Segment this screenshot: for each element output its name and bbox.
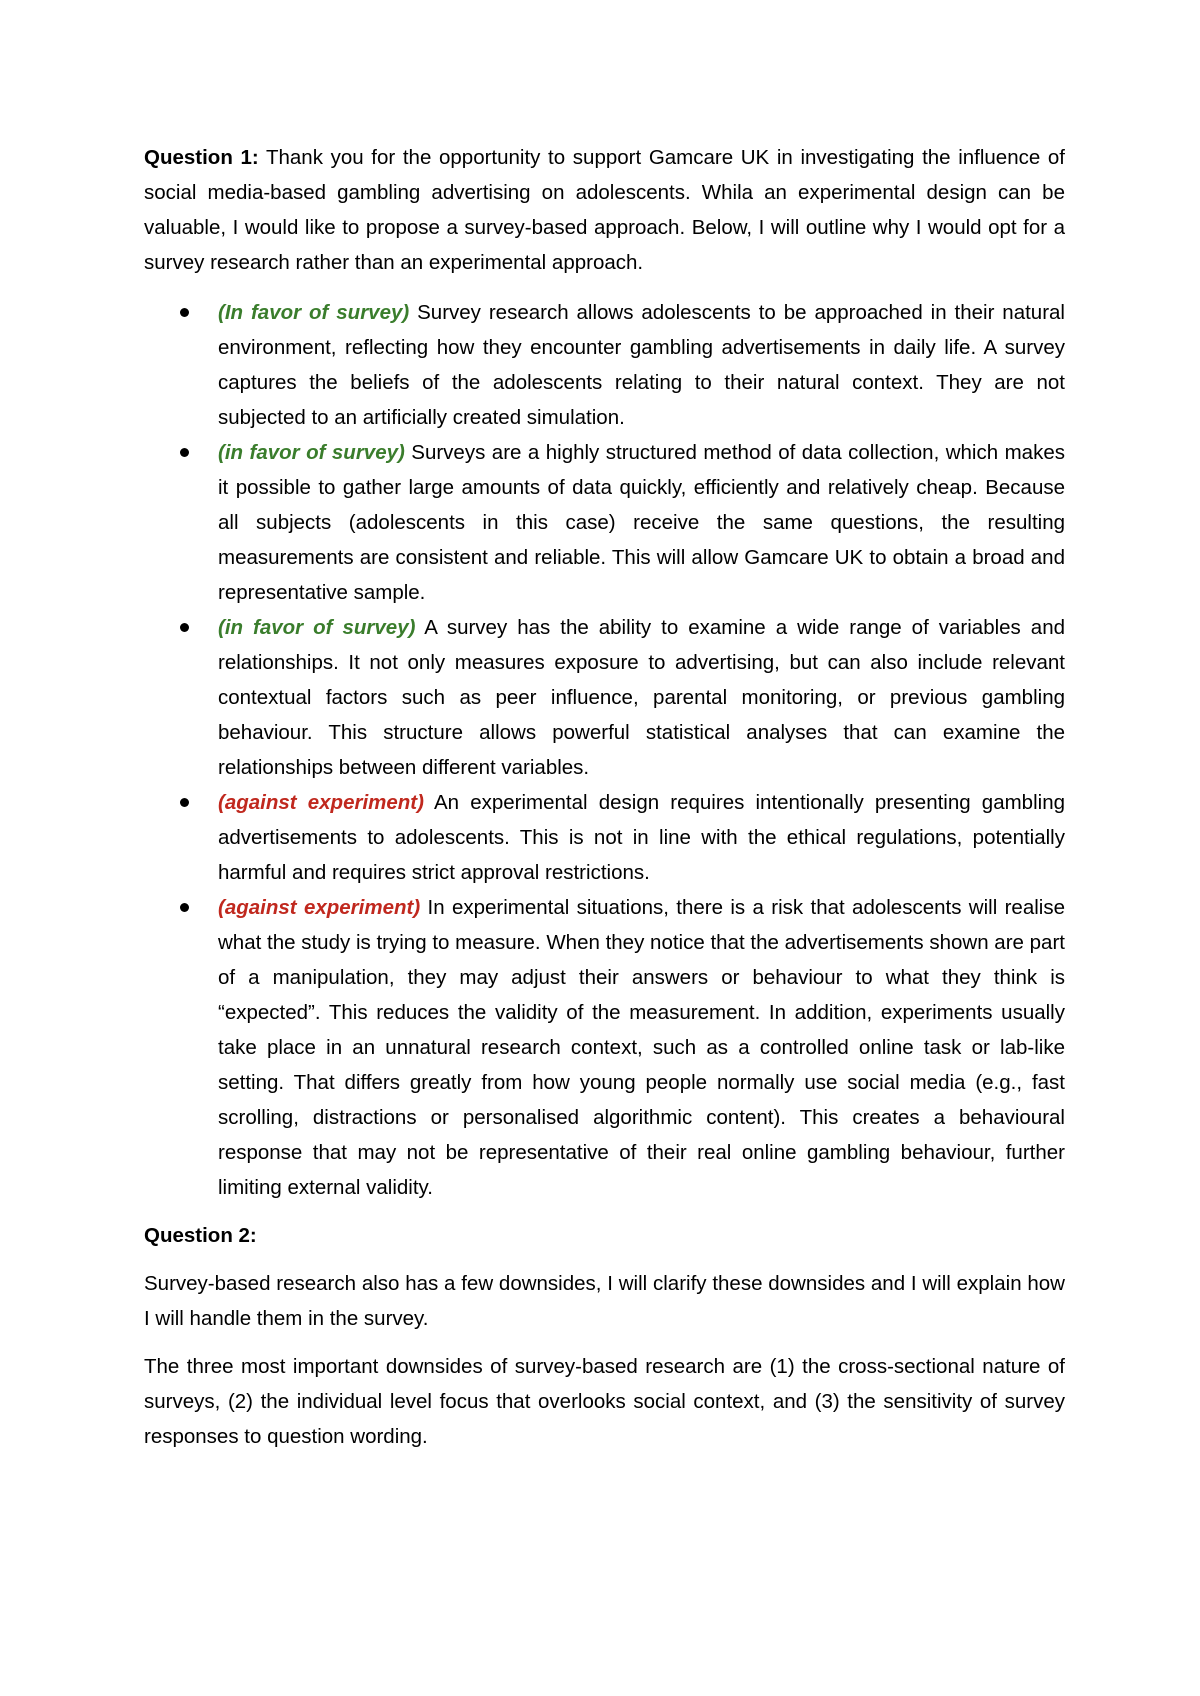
survey-tag: (In favor of survey) (218, 301, 410, 324)
experiment-tag: (against experiment) (218, 791, 424, 814)
survey-tag: (in favor of survey) (218, 441, 405, 464)
experiment-tag: (against experiment) (218, 896, 421, 919)
question-1-intro (144, 140, 1065, 280)
list-item (144, 785, 1065, 890)
bullet-icon (180, 308, 189, 317)
question-2-paragraph-1: Survey-based research also has a few downsides, I will clarify these downsides and I will explain how I will handle them in the survey. (144, 1272, 1065, 1330)
question-1-intro-text: Thank you for the opportunity to support Gamcare UK in investigating the influence of social media-based gambling advertising on adolescents. Whila an experimental design can be valuable, I would like to propose a survey-based approach. Below, I will outline why I would opt for a survey research rather than an experimental approach. (144, 146, 1066, 274)
list-item (144, 610, 1065, 785)
list-item (144, 295, 1065, 435)
document-page (144, 140, 1065, 1454)
list-item (144, 435, 1065, 610)
list-item-text: Survey research allows adolescents to be approached in their natural environment, reflecting how they encounter gambling advertisements in daily life. A survey captures the beliefs of the adolescents relating to their natural context. They are not subjected to an artificially created simulation. (218, 301, 1065, 429)
list-item-text: An experimental design requires intentionally presenting gambling advertisements to adolescents. This is not in line with the ethical regulations, potentially harmful and requires strict approval restrictions. (218, 791, 1065, 884)
bullet-icon (180, 623, 189, 632)
list-item (144, 890, 1065, 1205)
list-item-text: A survey has the ability to examine a wide range of variables and relationships. It not only measures exposure to advertising, but can also include relevant contextual factors such as peer influence, parental monitoring, or previous gambling behaviour. This structure allows powerful statistical analyses that can examine the relationships between different variables. (218, 616, 1065, 779)
survey-tag: (in favor of survey) (218, 616, 416, 639)
list-item-text: Surveys are a highly structured method of data collection, which makes it possible to gather large amounts of data quickly, efficiently and relatively cheap. Because all subjects (adolescents in this case) receive the same questions, the resulting measurements are consistent and reliable. This will allow Gamcare UK to obtain a broad and representative sample. (218, 441, 1065, 604)
bullet-icon (180, 903, 189, 912)
bullet-icon (180, 798, 189, 807)
list-item-text: In experimental situations, there is a risk that adolescents will realise what the study is trying to measure. When they notice that the advertisements shown are part of a manipulation, they may adjust their answers or behaviour to what they think is “expected”. This reduces the validity of the measurement. In addition, experiments usually take place in an unnatural research context, such as a controlled online task or lab-like setting. That differs greatly from how young people normally use social media (e.g., fast scrolling, distractions or personalised algorithmic content). This creates a behavioural response that may not be representative of their real online gambling behaviour, further limiting external validity. (218, 896, 1065, 1199)
bullet-icon (180, 448, 189, 457)
question-2-paragraph-2: The three most important downsides of survey-based research are (1) the cross-sectional nature of surveys, (2) the individual level focus that overlooks social context, and (3) the sensitivity of survey responses to question wording. (144, 1355, 1065, 1448)
argument-list (144, 295, 1065, 1205)
question-1-heading: Question 1: (144, 146, 259, 169)
question-2-heading: Question 2: (144, 1224, 257, 1247)
question-2-heading-line (144, 1218, 1065, 1253)
